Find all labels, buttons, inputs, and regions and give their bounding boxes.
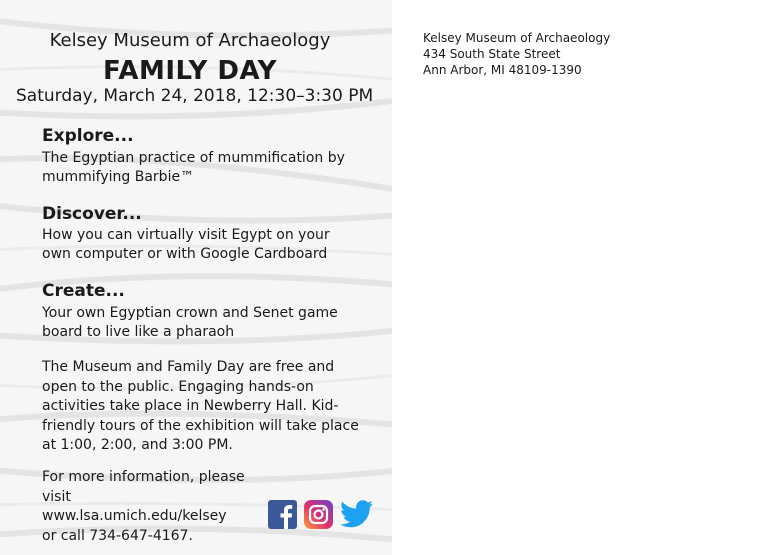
address-line-name: Kelsey Museum of Archaeology <box>423 31 611 45</box>
contact-line-visit: For more information, please visit <box>42 469 245 505</box>
create-heading: Create... <box>42 281 125 301</box>
twitter-icon[interactable] <box>340 500 374 529</box>
event-title: FAMILY DAY <box>103 56 277 86</box>
create-text: Your own Egyptian crown and Senet game board to live like a pharaoh <box>42 305 338 340</box>
website-link[interactable]: www.lsa.umich.edu/kelsey <box>42 508 227 524</box>
discover-text: How you can virtually visit Egypt on your own computer or with Google Cardboard <box>42 227 330 262</box>
instagram-icon[interactable] <box>304 500 333 529</box>
address-line-city: Ann Arbor, MI 48109-1390 <box>423 63 582 77</box>
explore-text: The Egyptian practice of mummification by mummifying Barbie™ <box>42 150 345 185</box>
facebook-icon[interactable] <box>268 500 297 529</box>
social-icons <box>268 500 374 529</box>
explore-heading: Explore... <box>42 126 134 146</box>
contact-info <box>42 468 272 546</box>
address-line-street: 434 South State Street <box>423 47 561 61</box>
contact-line-phone: or call 734-647-4167. <box>42 527 193 544</box>
discover-heading: Discover... <box>42 204 142 224</box>
info-paragraph: The Museum and Family Day are free and open to the public. Engaging hands-on activities take place in Newberry Hall. Kid-friendly tours of the exhibition will take place at 1:00, 2:00, and 3:00 PM. <box>42 359 359 453</box>
return-address <box>423 30 610 78</box>
event-date-time: Saturday, March 24, 2018, 12:30–3:30 PM <box>16 86 374 106</box>
museum-name: Kelsey Museum of Archaeology <box>49 30 331 51</box>
